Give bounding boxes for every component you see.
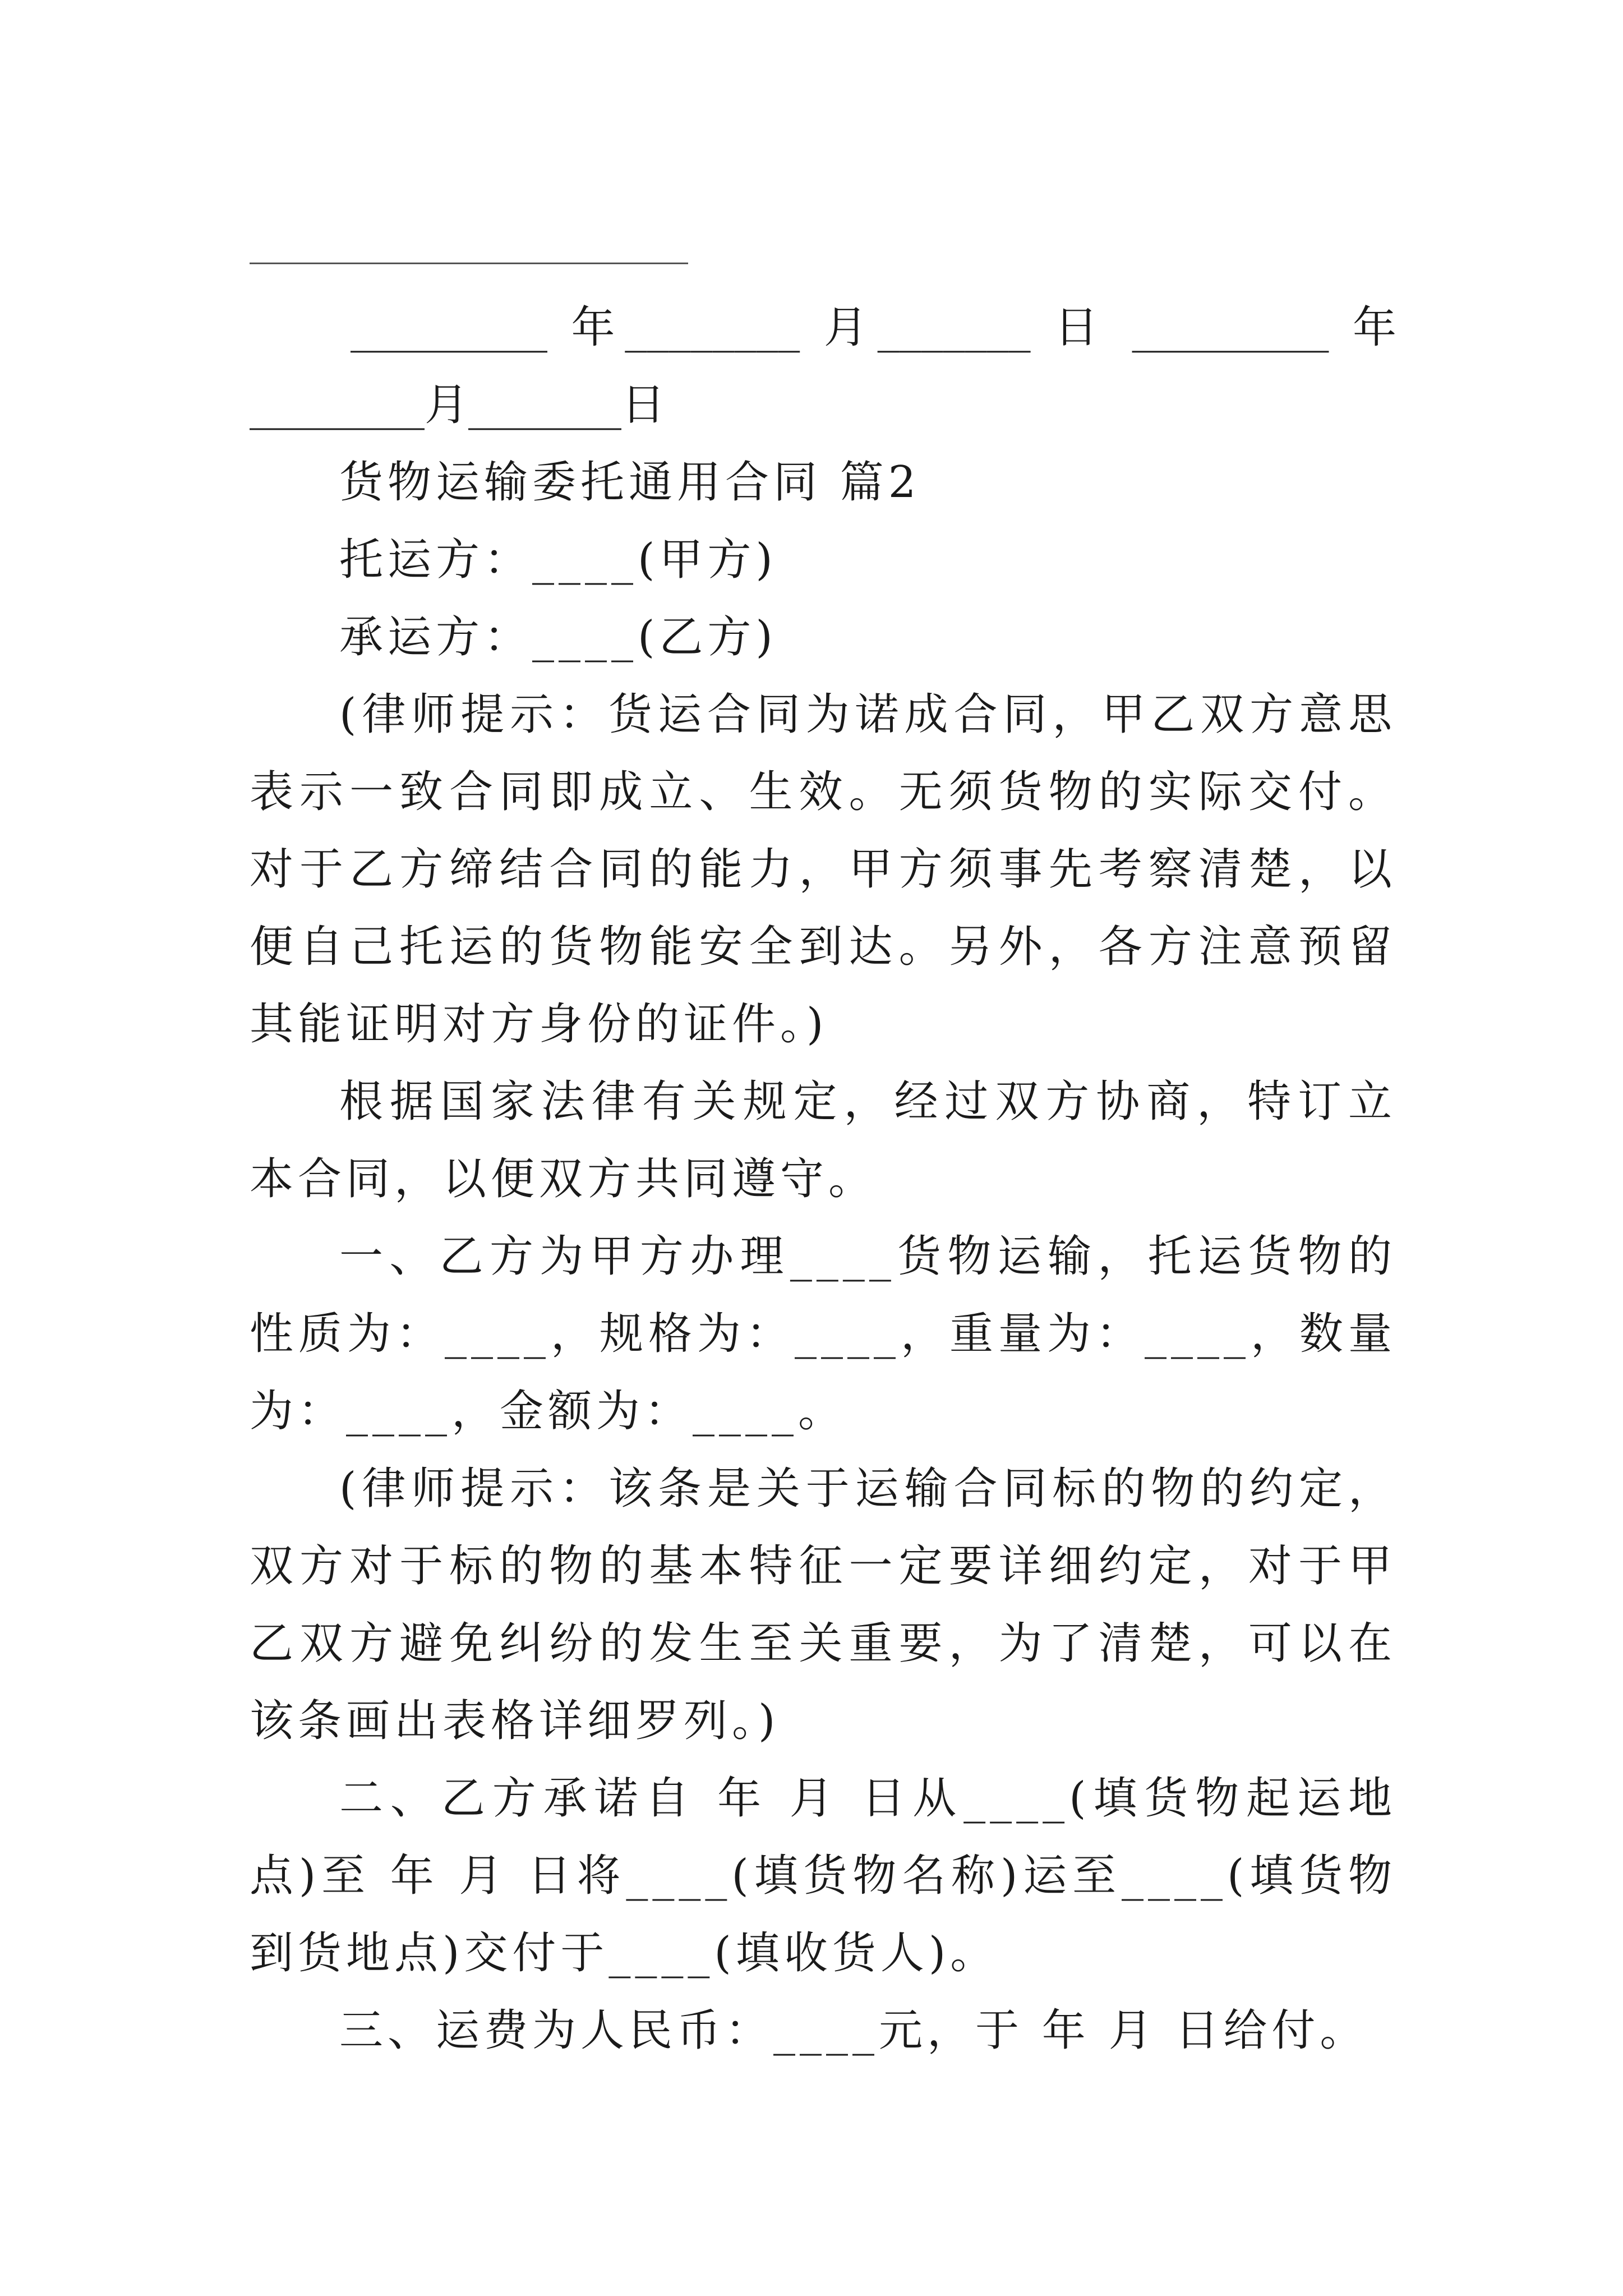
preamble-paragraph: 根据国家法律有关规定，经过双方协商，特订立本合同，以便双方共同遵守。 [250, 1076, 1396, 1204]
contract-heading: 货物运输委托通用合同 篇2 [339, 457, 921, 508]
lawyer-note-1: (律师提示：货运合同为诺成合同，甲乙双方意思表示一致合同即成立、生效。无须货物的实际交付。对于乙方缔结合同的能力，甲方须事先考察清楚，以便自己托运的货物能安全到达。另外，各方注意预留其能证明对方身份的证件。) [250, 689, 1396, 1050]
document-body [250, 289, 1396, 2069]
consignor-line: 托运方：____(甲方) [339, 535, 777, 585]
clause-1: 一、乙方为甲方办理____货物运输，托运货物的性质为：____，规格为：____，重量为：____，数量为：____，金额为：____。 [250, 1231, 1396, 1437]
lawyer-note-2: (律师提示：该条是关于运输合同标的物的约定，双方对于标的物的基本特征一定要详细约定，对于甲乙双方避免纠纷的发生至关重要，为了清楚，可以在该条画出表格详细罗列。) [250, 1464, 1396, 1746]
date-line-2: ________月_______日 [250, 380, 666, 430]
clause-2: 二、乙方承诺自 年 月 日从____(填货物起运地点)至 年 月 日将____(填货物名称)运至____(填货物到货地点)交付于____(填收货人)。 [250, 1773, 1396, 1978]
clause-3: 三、运费为人民币：____元，于 年 月 日给付。 [339, 2005, 1368, 2056]
signature-rule [250, 263, 688, 264]
carrier-line: 承运方：____(乙方) [339, 612, 777, 662]
date-line-1: _________ 年________ 月_______ 日 _________ 年 [351, 302, 1396, 353]
